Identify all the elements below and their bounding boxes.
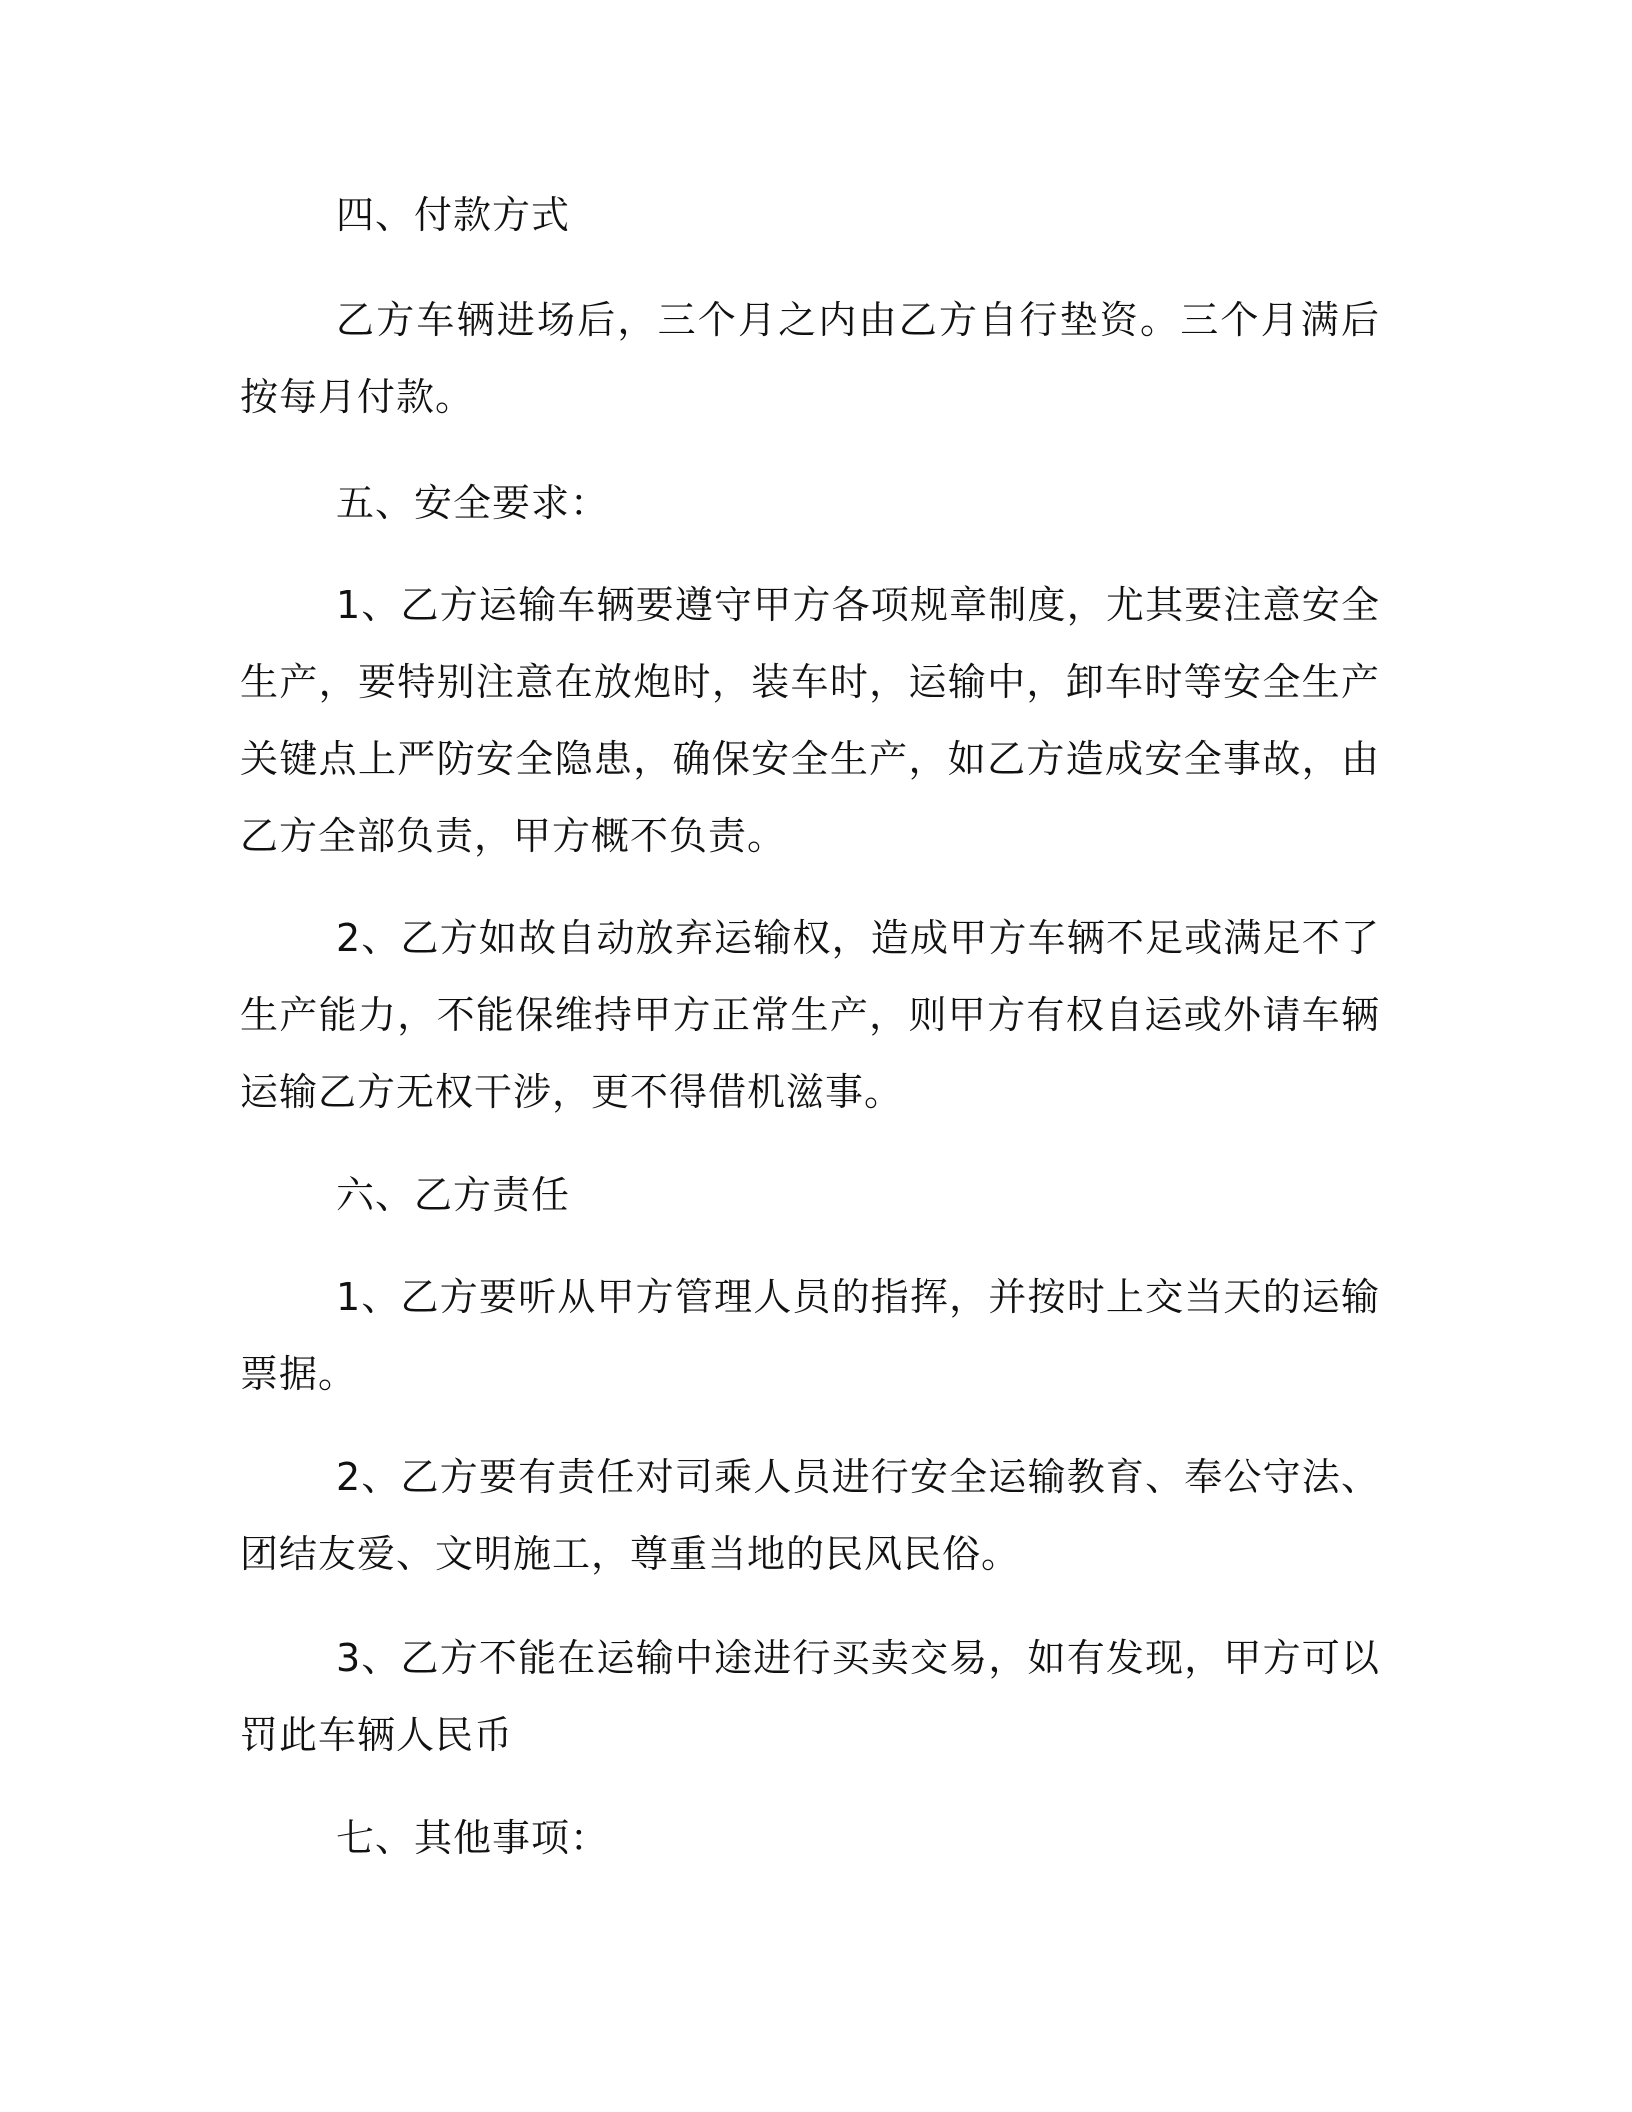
section-7-heading: 七、其他事项： [336,1816,610,1860]
section-4-heading: 四、付款方式 [336,193,571,237]
section-5-item-1: 1、乙方运输车辆要遵守甲方各项规章制度，尤其要注意安全生产，要特别注意在放炮时，装车时，运输中，卸车时等安全生产关键点上严防安全隐患，确保安全生产，如乙方造成安全事故，由乙方全部负责，甲方概不负责。 [240,583,1380,858]
section-6-item-3: 3、乙方不能在运输中途进行买卖交易，如有发现，甲方可以罚此车辆人民币 [240,1636,1380,1757]
section-4-body: 乙方车辆进场后，三个月之内由乙方自行垫资。三个月满后按每月付款。 [240,298,1380,419]
section-5-heading: 五、安全要求： [336,481,610,525]
section-6-item-1: 1、乙方要听从甲方管理人员的指挥，并按时上交当天的运输票据。 [240,1275,1380,1396]
section-6-item-2: 2、乙方要有责任对司乘人员进行安全运输教育、奉公守法、团结友爱、文明施工，尊重当地的民风民俗。 [240,1455,1380,1576]
section-5-item-2: 2、乙方如故自动放弃运输权，造成甲方车辆不足或满足不了生产能力，不能保维持甲方正常生产，则甲方有权自运或外请车辆运输乙方无权干涉，更不得借机滋事。 [240,916,1380,1114]
section-6-heading: 六、乙方责任 [336,1173,571,1217]
